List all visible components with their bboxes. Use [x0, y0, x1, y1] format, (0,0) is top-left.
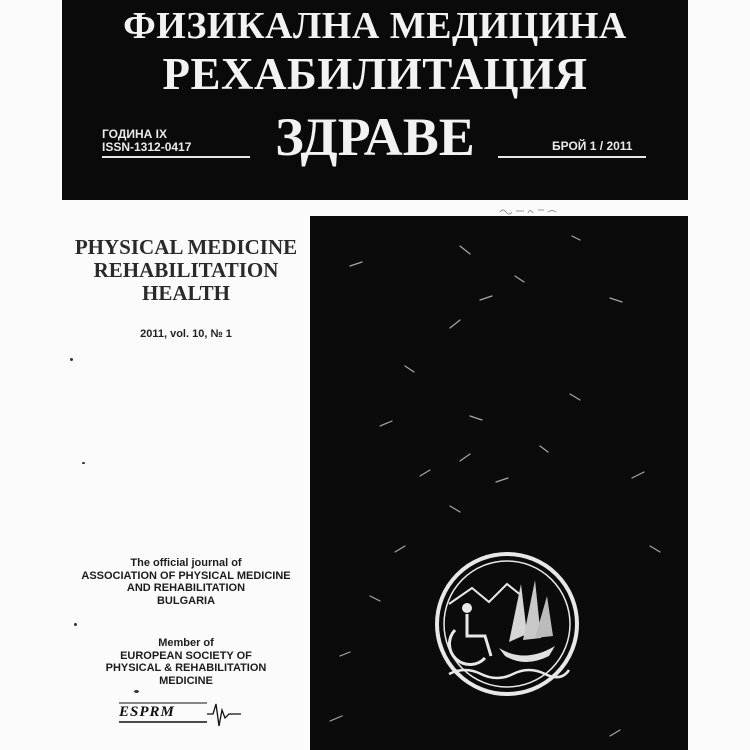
official-line-1: The official journal of	[130, 557, 242, 569]
member-line-1: Member of	[158, 637, 214, 649]
header-rule-left	[102, 156, 250, 158]
cover-texture	[310, 216, 688, 750]
member-line-4: MEDICINE	[159, 674, 213, 687]
cover-header	[62, 0, 688, 200]
english-title-line-2: REHABILITATION	[93, 258, 279, 282]
english-title-line-1: PHYSICAL MEDICINE	[74, 235, 298, 259]
wheelchair-mountains-emblem-icon	[437, 554, 577, 694]
speck	[134, 690, 139, 693]
title-line-2: РЕХАБИЛИТАЦИЯ	[162, 49, 588, 99]
esprm-logo-text: ESPRM	[119, 704, 175, 720]
year-label: ГОДИНА IX	[102, 127, 167, 141]
english-title	[62, 236, 310, 305]
official-journal-block	[62, 557, 310, 607]
title-line-3: ЗДРАВЕ	[275, 107, 475, 167]
english-title-line-3: HEALTH	[142, 281, 230, 305]
member-line-2: EUROPEAN SOCIETY OF	[120, 649, 252, 662]
official-line-3: AND REHABILITATION	[126, 582, 246, 594]
left-column	[62, 200, 310, 750]
official-line-4: BULGARIA	[156, 594, 216, 607]
speck	[70, 358, 73, 361]
header-rule-right	[498, 156, 646, 158]
member-block	[62, 637, 310, 687]
issue-label: БРОЙ 1 / 2011	[552, 139, 633, 153]
speck	[82, 462, 85, 464]
ecg-line-icon	[119, 700, 279, 730]
speck	[74, 623, 77, 626]
year-issn-block	[102, 128, 191, 154]
member-line-3: PHYSICAL & REHABILITATION	[105, 662, 267, 674]
esprm-logo	[119, 700, 279, 730]
issn-label: ISSN-1312-0417	[102, 140, 192, 154]
cover-artwork	[310, 216, 688, 750]
volume-label: 2011, vol. 10, № 1	[140, 328, 232, 340]
official-line-2: ASSOCIATION OF PHYSICAL MEDICINE	[81, 569, 291, 582]
title-line-1: ФИЗИКАЛНА МЕДИЦИНА	[123, 5, 627, 47]
